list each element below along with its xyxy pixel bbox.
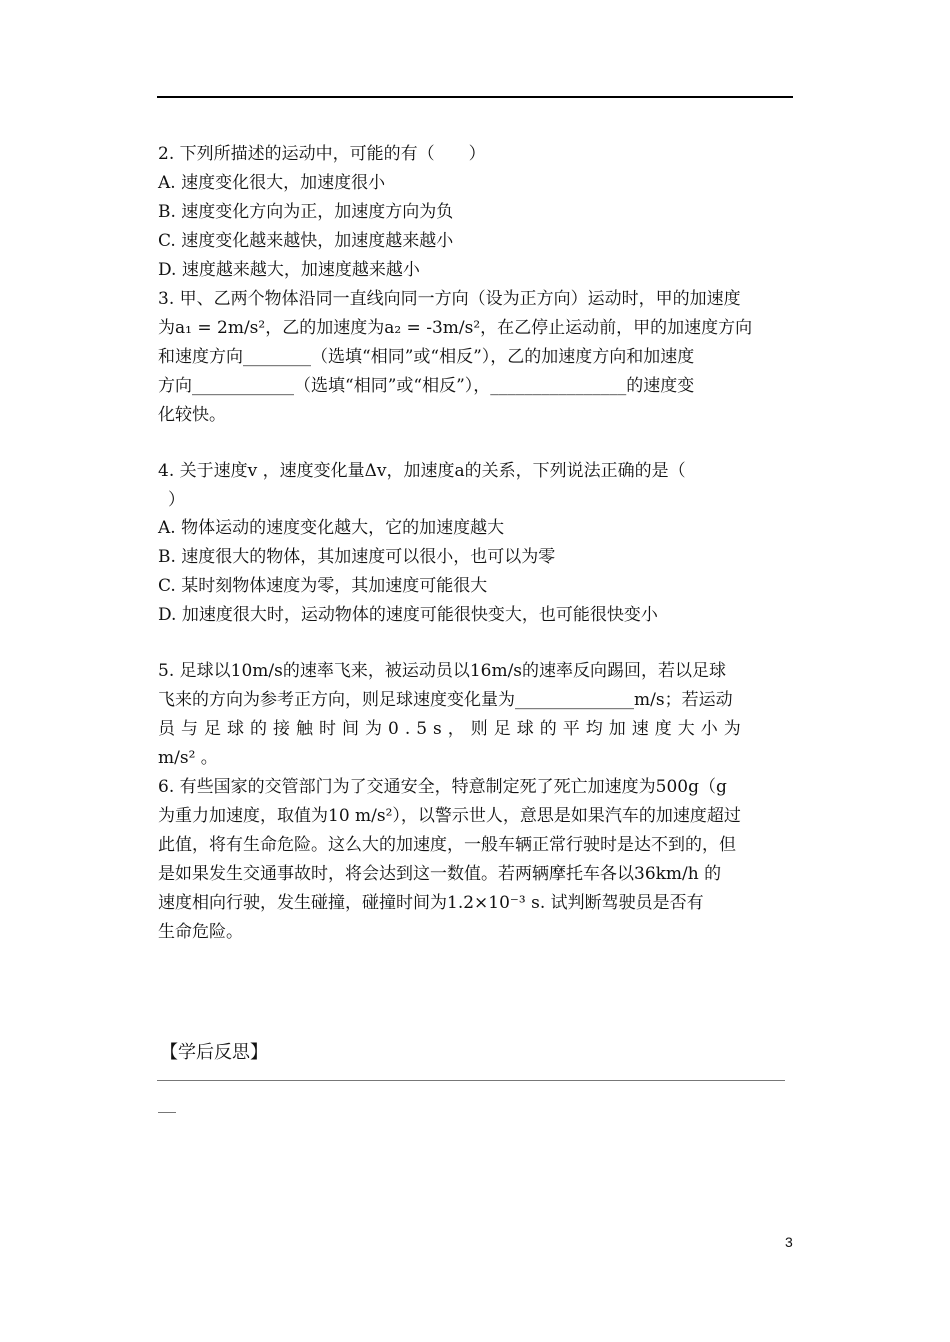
question-4-option-d: D. 加速度很大时，运动物体的速度可能很快变大，也可能很快变小 — [158, 605, 658, 625]
question-4-option-b: B. 速度很大的物体，其加速度可以很小，也可以为零 — [158, 547, 556, 567]
reflection-heading: 【学后反思】 — [160, 1042, 268, 1063]
question-3-line-2: 为a₁ = 2m/s²，乙的加速度为a₂ = -3m/s²，在乙停止运动前，甲的加速度方向 — [158, 318, 753, 338]
question-5-line-3: 员与足球的接触时间为0.5s，则足球的平均加速度大小为 — [158, 719, 747, 739]
reflection-answer-line — [157, 1080, 785, 1081]
question-2-option-b: B. 速度变化方向为正，加速度方向为负 — [158, 202, 454, 222]
question-5-line-4: m/s² 。 — [158, 748, 218, 768]
page-number: 3 — [785, 1234, 793, 1250]
question-5-line-2: 飞来的方向为参考正方向，则足球速度变化量为______________m/s；若运动 — [158, 690, 733, 710]
question-6-line-6: 生命危险。 — [158, 922, 243, 942]
question-3-line-3: 和速度方向________（选填“相同”或“相反”），乙的加速度方向和加速度 — [158, 347, 695, 367]
header-rule — [157, 96, 793, 98]
question-4-option-a: A. 物体运动的速度变化越大，它的加速度越大 — [158, 518, 505, 538]
question-3-line-5: 化较快。 — [158, 405, 226, 425]
question-6-line-1: 6. 有些国家的交管部门为了交通安全，特意制定死了死亡加速度为500g（g — [158, 777, 727, 797]
question-6-line-2: 为重力加速度，取值为10 m/s²），以警示世人，意思是如果汽车的加速度超过 — [158, 806, 741, 826]
question-2-option-c: C. 速度变化越来越快，加速度越来越小 — [158, 231, 454, 251]
question-3-line-4: 方向____________（选填“相同”或“相反”），________________的速度变 — [158, 376, 695, 396]
question-6-line-5: 速度相向行驶，发生碰撞，碰撞时间为1.2×10⁻³ s. 试判断驾驶员是否有 — [158, 893, 704, 913]
question-4-option-c: C. 某时刻物体速度为零，其加速度可能很大 — [158, 576, 488, 596]
question-2-option-a: A. 速度变化很大，加速度很小 — [158, 173, 386, 193]
question-4-stem: 4. 关于速度v ，速度变化量Δv，加速度a的关系，下列说法正确的是（ — [158, 461, 686, 481]
question-3-line-1: 3. 甲、乙两个物体沿同一直线向同一方向（设为正方向）运动时，甲的加速度 — [158, 289, 741, 309]
question-2-option-d: D. 速度越来越大，加速度越来越小 — [158, 260, 420, 280]
question-6-line-3: 此值，将有生命危险。这么大的加速度，一般车辆正常行驶时是达不到的，但 — [158, 835, 736, 855]
question-5-line-1: 5. 足球以10m/s的速率飞来，被运动员以16m/s的速率反向踢回，若以足球 — [158, 661, 727, 681]
reflection-answer-line-continued — [158, 1112, 176, 1113]
question-6-line-4: 是如果发生交通事故时，将会达到这一数值。若两辆摩托车各以36km/h 的 — [158, 864, 722, 884]
question-4-paren: ） — [168, 490, 185, 510]
question-2-stem: 2. 下列所描述的运动中，可能的有（ ） — [158, 144, 486, 164]
